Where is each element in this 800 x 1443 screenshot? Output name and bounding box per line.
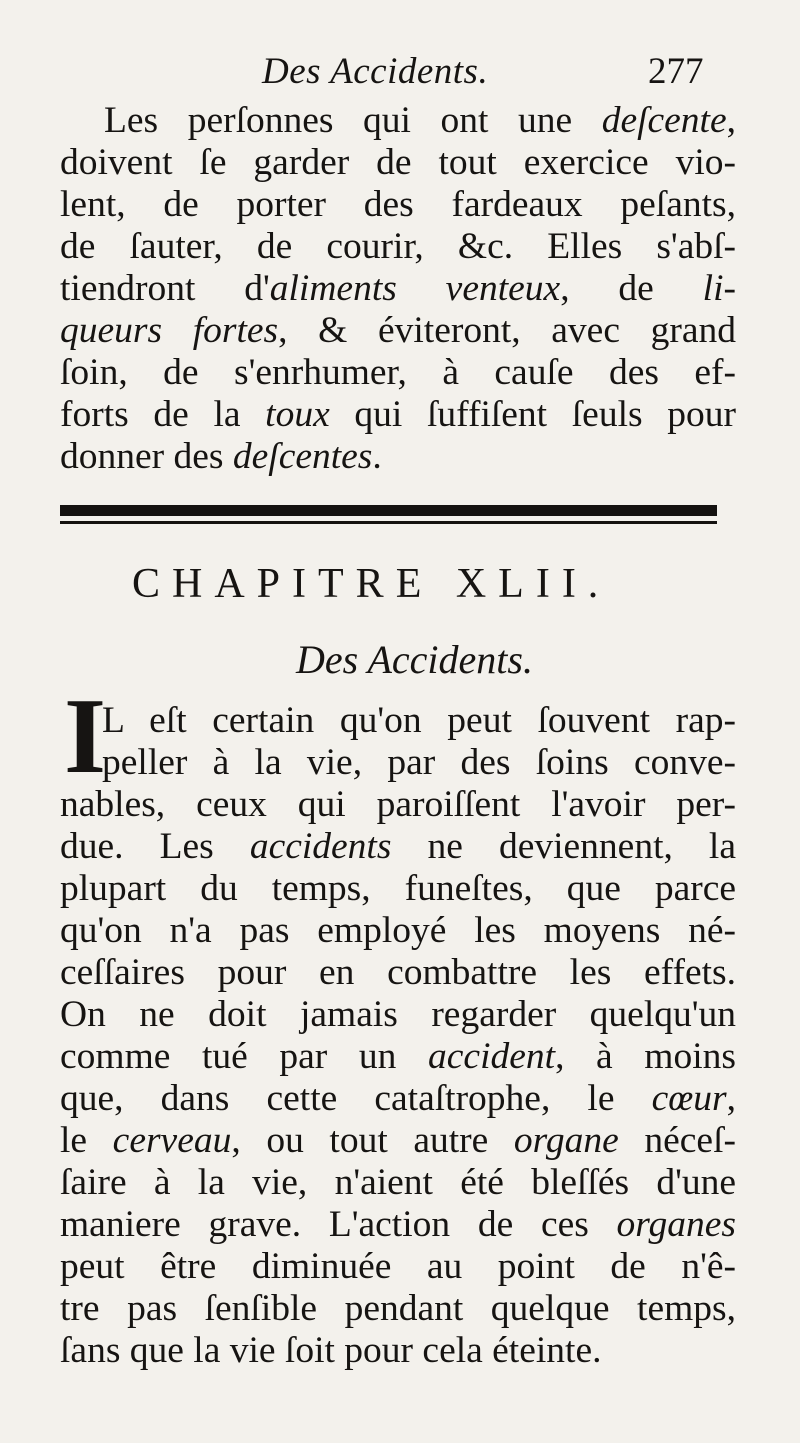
paragraph2-line: ſans que la vie ſoit pour cela éteinte. [60, 1330, 602, 1371]
drop-cap: I [64, 677, 107, 796]
paragraph2-line: ceſſaires pour en combattre les effets. [60, 952, 736, 993]
running-title: Des Accidents. [262, 51, 489, 92]
paragraph2-line: due. Les accidents ne deviennent, la [60, 826, 736, 867]
paragraph2-line: nables, ceux qui paroiſſent l'avoir per- [60, 784, 736, 825]
paragraph2-line: peut être diminuée au point de n'ê- [60, 1246, 736, 1287]
paragraph1-line: ſoin, de s'enrhumer, à cauſe des ef- [60, 352, 736, 393]
page-header [0, 50, 800, 100]
ornamental-rule-thin [60, 521, 717, 524]
paragraph1-line: tiendront d'aliments venteux, de li- [60, 268, 736, 309]
paragraph2-line: qu'on n'a pas employé les moyens né- [60, 910, 736, 951]
paragraph2-line: que, dans cette cataſtrophe, le cœur, [60, 1078, 736, 1119]
chapter-title: CHAPITRE XLII. [132, 561, 611, 607]
paragraph2-line: maniere grave. L'action de ces organes [60, 1204, 736, 1245]
paragraph1-line: donner des deſcentes. [60, 436, 382, 477]
paragraph2-line: tre pas ſenſible pendant quelque temps, [60, 1288, 736, 1329]
page-number: 277 [648, 51, 704, 92]
paragraph2-line: comme tué par un accident, à moins [60, 1036, 736, 1077]
paragraph1-line: lent, de porter des fardeaux peſants, [60, 184, 736, 225]
paragraph1-line: forts de la toux qui ſuffiſent ſeuls pour [60, 394, 736, 435]
paragraph-descente [60, 100, 736, 478]
paragraph1-line: doivent ſe garder de tout exercice vio- [60, 142, 736, 183]
paragraph2-line: le cerveau, ou tout autre organe néceſ- [60, 1120, 736, 1161]
paragraph2-line: peller à la vie, par des ſoins conve- [102, 742, 736, 783]
paragraph2-line: ſaire à la vie, n'aient été bleſſés d'une [60, 1162, 736, 1203]
ornamental-rule-thick [60, 505, 717, 516]
paragraph1-line: queurs fortes, & éviteront, avec grand [60, 310, 736, 351]
paragraph1-line: de ſauter, de courir, &c. Elles s'abſ- [60, 226, 736, 267]
paragraph2-line: plupart du temps, funeſtes, que parce [60, 868, 736, 909]
paragraph2-line: L eſt certain qu'on peut ſouvent rap- [102, 700, 736, 741]
paragraph2-line: On ne doit jamais regarder quelqu'un [60, 994, 736, 1035]
paragraph1-line: Les perſonnes qui ont une deſcente, [104, 100, 736, 141]
section-title: Des Accidents. [296, 637, 533, 682]
paragraph-accidents [60, 700, 736, 1372]
